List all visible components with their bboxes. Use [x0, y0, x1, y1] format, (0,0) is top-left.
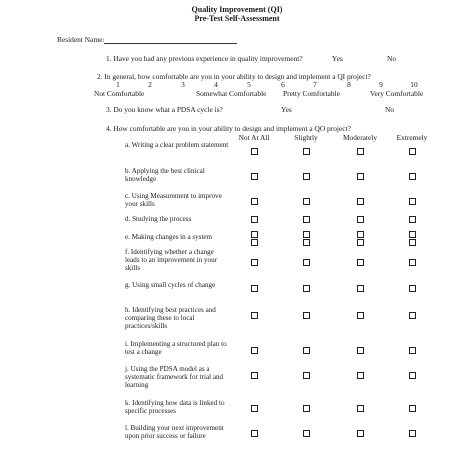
item-j-moderately-checkbox[interactable] — [357, 372, 364, 379]
item-label: a. Writing a clear problem statement — [125, 141, 229, 149]
form-title: Quality Improvement (QI) — [191, 5, 283, 14]
scale-option-8[interactable]: 8 — [347, 80, 351, 89]
item-f-not-at-all-checkbox[interactable] — [251, 259, 258, 266]
item-k-moderately-checkbox[interactable] — [357, 405, 364, 412]
item-e-extremely-checkbox[interactable] — [409, 231, 416, 238]
item-b-slightly-checkbox[interactable] — [303, 173, 310, 180]
item-i-not-at-all-checkbox[interactable] — [251, 347, 258, 354]
question-2-text: 2. In general, how comfortable are you in your ability to design and implement a QI project? — [97, 72, 371, 81]
item-label: c. Using Measurement to improve your skills — [125, 192, 222, 208]
item-a-moderately-checkbox[interactable] — [357, 148, 364, 155]
item-c-extremely-checkbox[interactable] — [409, 198, 416, 205]
item-f-extremely-checkbox-1[interactable] — [409, 239, 416, 246]
item-l-slightly-checkbox[interactable] — [303, 430, 310, 437]
item-h-not-at-all-checkbox[interactable] — [251, 312, 258, 319]
item-l-moderately-checkbox[interactable] — [357, 430, 364, 437]
item-j-slightly-checkbox[interactable] — [303, 372, 310, 379]
column-extremely: Extremely — [396, 133, 428, 142]
scale-option-7[interactable]: 7 — [313, 80, 317, 89]
anchor-not-comfortable: Not Comfortable — [94, 89, 145, 98]
question-4-text: 4. How comfortable are you in your ability to design and implement a QO project? — [106, 124, 351, 133]
item-a-extremely-checkbox[interactable] — [409, 148, 416, 155]
item-l-extremely-checkbox[interactable] — [409, 430, 416, 437]
scale-option-4[interactable]: 4 — [214, 80, 218, 89]
item-g-not-at-all-checkbox[interactable] — [251, 285, 258, 292]
item-label: f. Identifying whether a change leads to an improvement in your skills — [125, 248, 218, 272]
scale-option-5[interactable]: 5 — [247, 80, 251, 89]
item-j-extremely-checkbox[interactable] — [409, 372, 416, 379]
item-d-moderately-checkbox[interactable] — [357, 216, 364, 223]
question-1-yes[interactable]: Yes — [332, 54, 343, 63]
item-h-moderately-checkbox[interactable] — [357, 312, 364, 319]
scale-option-6[interactable]: 6 — [281, 80, 285, 89]
column-not-at-all: Not At All — [238, 133, 270, 142]
item-j-not-at-all-checkbox[interactable] — [251, 372, 258, 379]
column-slightly: Slightly — [294, 133, 318, 142]
resident-name-label: Resident Name: — [57, 35, 105, 44]
anchor-pretty-comfortable: Pretty Comfortable — [283, 89, 340, 98]
item-a-slightly-checkbox[interactable] — [303, 148, 310, 155]
scale-option-1[interactable]: 1 — [116, 80, 120, 89]
anchor-very-comfortable: Very Comfortable — [370, 89, 424, 98]
item-i-moderately-checkbox[interactable] — [357, 347, 364, 354]
item-l-not-at-all-checkbox[interactable] — [251, 430, 258, 437]
item-label: d. Studying the process — [125, 215, 192, 223]
item-k-extremely-checkbox[interactable] — [409, 405, 416, 412]
item-label: l. Building your next improvement upon prior success or failure — [125, 424, 224, 440]
item-h-extremely-checkbox[interactable] — [409, 312, 416, 319]
item-g-slightly-checkbox[interactable] — [303, 285, 310, 292]
item-h-slightly-checkbox[interactable] — [303, 312, 310, 319]
item-f-moderately-checkbox[interactable] — [357, 259, 364, 266]
item-label: e. Making changes in a system — [125, 233, 213, 241]
item-label: k. Identifying how data is linked to specific processes — [125, 399, 225, 415]
anchor-somewhat-comfortable: Somewhat Comfortable — [196, 89, 267, 98]
question-1-no[interactable]: No — [387, 54, 397, 63]
item-a-not-at-all-checkbox[interactable] — [251, 148, 258, 155]
item-label: g. Using small cycles of change — [125, 281, 216, 289]
item-c-not-at-all-checkbox[interactable] — [251, 198, 258, 205]
question-3-yes[interactable]: Yes — [281, 105, 292, 114]
item-label: j. Using the PDSA model as a systematic framework for trial and learning — [125, 365, 224, 389]
item-e-moderately-checkbox[interactable] — [357, 231, 364, 238]
resident-name-field[interactable] — [104, 43, 237, 44]
item-k-not-at-all-checkbox[interactable] — [251, 405, 258, 412]
item-d-extremely-checkbox[interactable] — [409, 216, 416, 223]
item-c-moderately-checkbox[interactable] — [357, 198, 364, 205]
form-subtitle: Pre-Test Self-Assessment — [194, 14, 280, 23]
item-k-slightly-checkbox[interactable] — [303, 405, 310, 412]
scale-option-10[interactable]: 10 — [410, 80, 418, 89]
item-d-slightly-checkbox[interactable] — [303, 216, 310, 223]
item-d-not-at-all-checkbox[interactable] — [251, 216, 258, 223]
item-e-not-at-all-checkbox[interactable] — [251, 231, 258, 238]
item-g-moderately-checkbox[interactable] — [357, 285, 364, 292]
item-f-moderately-checkbox-1[interactable] — [357, 239, 364, 246]
item-c-slightly-checkbox[interactable] — [303, 198, 310, 205]
item-b-moderately-checkbox[interactable] — [357, 173, 364, 180]
column-moderately: Moderately — [342, 133, 378, 142]
scale-option-2[interactable]: 2 — [148, 80, 152, 89]
question-1-text: 1. Have you had any previous experience in quality improvement? — [106, 54, 303, 63]
item-e-slightly-checkbox[interactable] — [303, 231, 310, 238]
item-f-slightly-checkbox[interactable] — [303, 259, 310, 266]
question-3-text: 3. Do you know what a PDSA cycle is? — [106, 105, 223, 114]
item-label: i. Implementing a structured plan to test a change — [125, 340, 227, 356]
scale-option-9[interactable]: 9 — [379, 80, 383, 89]
item-f-not-at-all-checkbox-1[interactable] — [251, 239, 258, 246]
question-3-no[interactable]: No — [385, 105, 395, 114]
item-label: h. Identifying best practices and comparing these to local practices/skills — [125, 306, 216, 330]
item-i-slightly-checkbox[interactable] — [303, 347, 310, 354]
scale-option-3[interactable]: 3 — [181, 80, 185, 89]
item-b-extremely-checkbox[interactable] — [409, 173, 416, 180]
item-f-slightly-checkbox-1[interactable] — [303, 239, 310, 246]
item-label: b. Applying the best clinical knowledge — [125, 167, 205, 183]
item-b-not-at-all-checkbox[interactable] — [251, 173, 258, 180]
item-i-extremely-checkbox[interactable] — [409, 347, 416, 354]
item-g-extremely-checkbox[interactable] — [409, 285, 416, 292]
item-f-extremely-checkbox[interactable] — [409, 259, 416, 266]
